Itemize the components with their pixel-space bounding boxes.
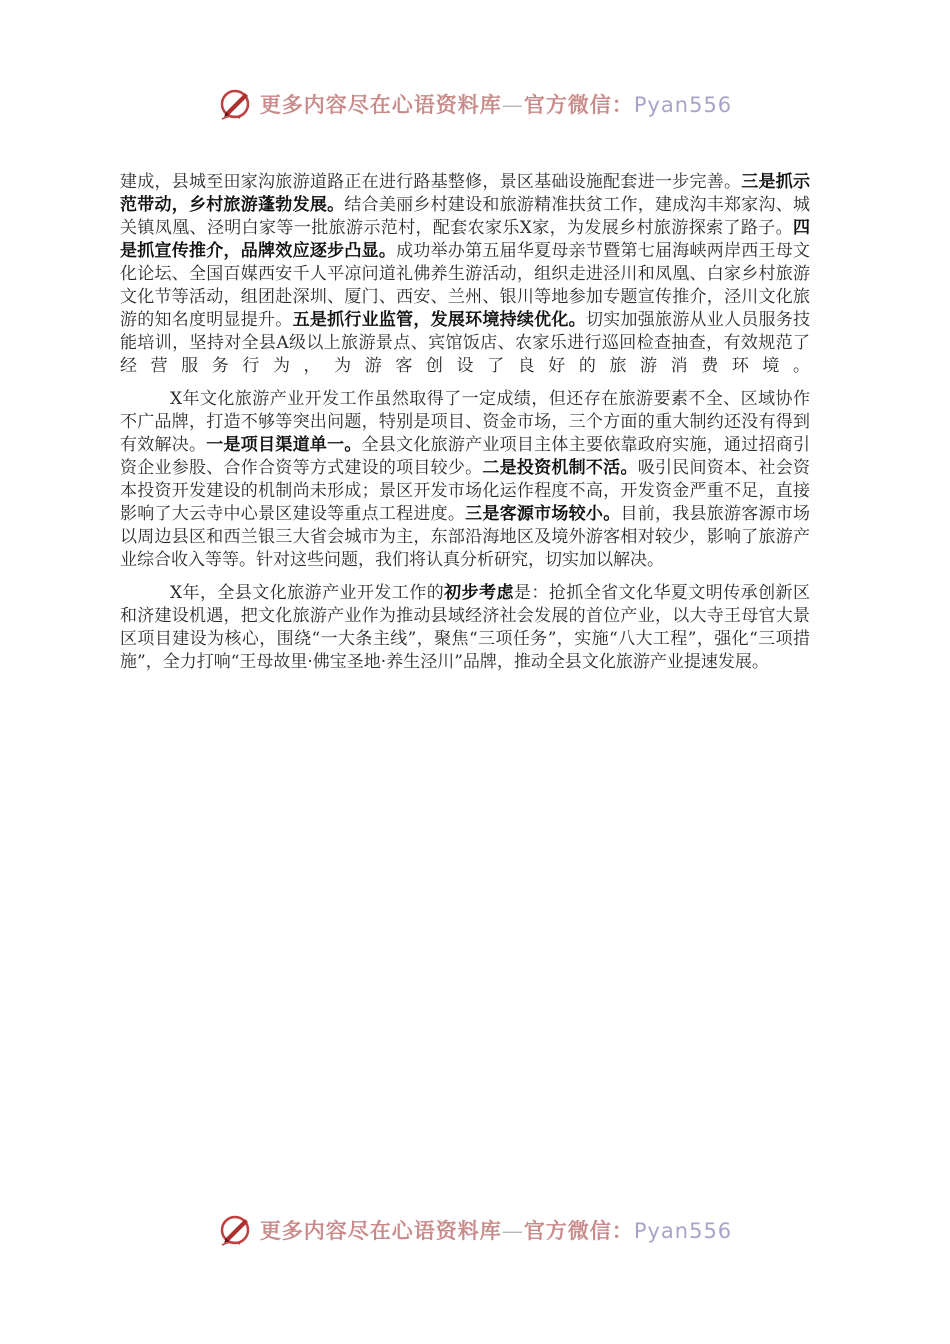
paragraph-3 xyxy=(120,582,810,674)
paragraph-1 xyxy=(120,171,810,378)
paragraph-2 xyxy=(120,388,810,572)
banner-account-id: Pyan556 xyxy=(633,93,733,117)
body-text: 建成，县城至田家沟旅游道路正在进行路基整修，景区基础设施配套进一步完善。 xyxy=(120,172,742,192)
body-text: 全县文化旅游产业项目主体主要依靠政府实施，通过招商引资企业参股、合作合资等方式建设的项目较少。 xyxy=(120,435,811,478)
body-text: 目前，我县旅游客源市场以周边县区和西兰银三大省会城市为主，东部沿海地区及境外游客相对较少，影响了旅游产业综合收入等等。针对这些问题，我们将认真分析研究，切实加以解决。 xyxy=(120,504,811,570)
banner-account-label: 官方微信： xyxy=(523,92,634,117)
banner-separator: — xyxy=(501,1219,524,1243)
body-text: 吸引民间资本、社会资本投资开发建设的机制尚未形成；景区开发市场化运作程度不高，开发资金严重不足，直接影响了大云寺中心景区建设等重点工程进度。 xyxy=(120,458,811,524)
banner-account-id: Pyan556 xyxy=(633,1219,733,1243)
body-text: 是：抢抓全省文化华夏文明传承创新区和济建设机遇，把文化旅游产业作为推动县域经济社会发展的首位产业，以大寺王母官大景区项目建设为核心，围绕“一大条主线”，聚焦“三项任务”，实施“八大工程”，强化“三项措施”，全力打响“王母故里·佛宝圣地·养生泾川”品牌，推动全县文化旅游产业提速发展。 xyxy=(120,583,810,672)
pen-logo-icon xyxy=(218,1212,254,1248)
footer-banner xyxy=(0,1208,950,1252)
body-text: X年，全县文化旅游产业开发工作的 xyxy=(170,583,445,603)
key-point-heading: 二是投资机制不活。 xyxy=(482,458,638,478)
header-banner xyxy=(0,82,950,126)
body-text: 切实加强旅游从业人员服务技能培训，坚持对全县A级以上旅游景点、宾馆饭店、农家乐进行巡回检查抽查，有效规范了经营服务行为，为游客创设了良好的旅游消费环境。 xyxy=(120,310,811,376)
banner-separator: — xyxy=(501,93,524,117)
key-point-heading: 四是抓宣传推介，品牌效应逐步凸显。 xyxy=(120,218,810,261)
key-point-heading: 初步考虑 xyxy=(444,583,514,603)
body-text: X年文化旅游产业开发工作虽然取得了一定成绩，但还存在旅游要素不全、区域协作不广品牌，打造不够等突出问题，特别是项目、资金市场，三个方面的重大制约还没有得到有效解决。 xyxy=(120,389,810,455)
body-text: 结合美丽乡村建设和旅游精准扶贫工作，建成沟丰郑家沟、城关镇凤凰、泾明白家等一批旅游示范村，配套农家乐X家，为发展乡村旅游探索了路子。 xyxy=(120,195,811,238)
key-point-heading: 三是抓示范带动，乡村旅游蓬勃发展。 xyxy=(120,172,811,215)
key-point-heading: 五是抓行业监管，发展环境持续优化。 xyxy=(292,310,586,330)
pen-logo-icon xyxy=(218,86,254,122)
body-text: 成功举办第五届华夏母亲节暨第七届海峡两岸西王母文化论坛、全国百媒西安千人平凉问道礼佛养生游活动，组织走进泾川和凤凰、白家乡村旅游文化节等活动，组团赴深圳、厦门、西安、兰州、银川等地参加专题宣传推介，泾川文化旅游的知名度明显提升。 xyxy=(120,241,811,330)
banner-site-name: 更多内容尽在心语资料库 xyxy=(259,1218,502,1243)
banner-account-label: 官方微信： xyxy=(523,1218,634,1243)
key-point-heading: 一是项目渠道单一。 xyxy=(206,435,362,455)
document-body xyxy=(120,171,810,684)
banner-site-name: 更多内容尽在心语资料库 xyxy=(259,92,502,117)
key-point-heading: 三是客源市场较小。 xyxy=(465,504,621,524)
